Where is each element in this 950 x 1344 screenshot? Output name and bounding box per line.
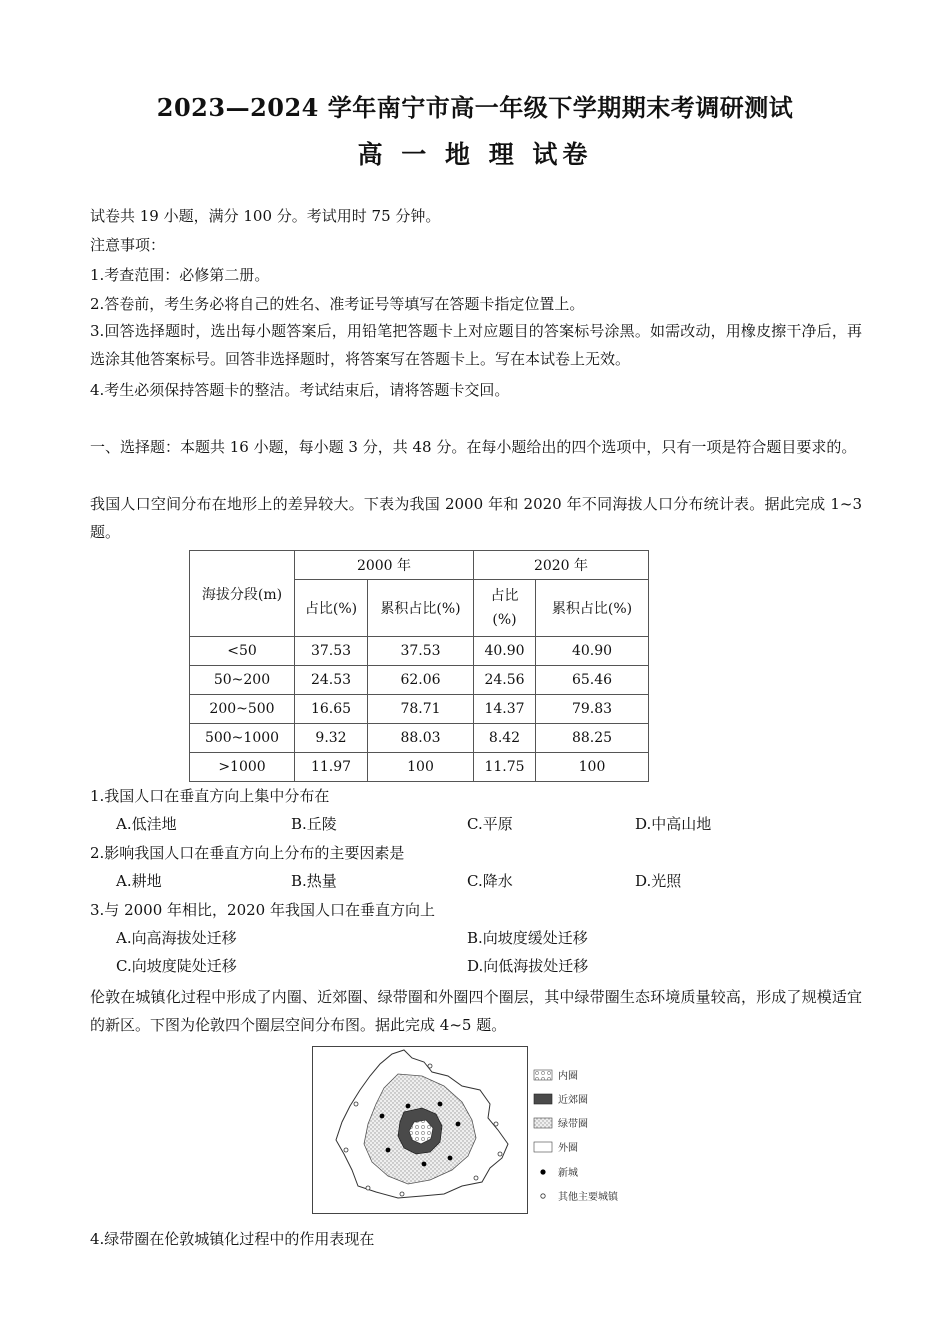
other-town-marker xyxy=(494,1122,498,1126)
legend-suburb-swatch xyxy=(534,1094,552,1104)
table-row xyxy=(190,724,649,753)
notice-item: 2.答卷前，考生务必将自己的姓名、准考证号等填写在答题卡指定位置上。 xyxy=(90,295,585,313)
question-3-option-c: C.向坡度陡处迁移 xyxy=(116,957,237,975)
exam-subtitle: 高 一 地 理 试卷 xyxy=(357,140,593,169)
table-cell: 9.32 xyxy=(295,724,368,753)
question-3-option-b: B.向坡度缓处迁移 xyxy=(467,929,588,947)
passage-population: 我国人口空间分布在地形上的差异较大。下表为我国 2000 年和 2020 年不同海拔人口分布统计表。据此完成 1~3 题。 xyxy=(90,495,862,541)
question-1-stem: 1.我国人口在垂直方向上集中分布在 xyxy=(90,787,330,805)
table-row xyxy=(190,637,649,666)
legend-outer-swatch xyxy=(534,1142,552,1152)
table-cell: 79.83 xyxy=(536,695,649,724)
question-2-option-a: A.耕地 xyxy=(116,872,162,890)
question-2-option-b: B.热量 xyxy=(291,872,337,890)
table-row xyxy=(190,666,649,695)
table-cell: >1000 xyxy=(190,753,295,782)
passage-london: 伦敦在城镇化过程中形成了内圈、近郊圈、绿带圈和外圈四个圈层，其中绿带圈生态环境质量较高，形成了规模适宜的新区。下图为伦敦四个圈层空间分布图。据此完成 4~5 题。 xyxy=(90,988,862,1034)
question-1-option-c: C.平原 xyxy=(467,815,513,833)
other-town-marker xyxy=(498,1152,502,1156)
new-town-marker xyxy=(386,1148,391,1153)
altitude-population-table xyxy=(189,550,649,782)
table-cell: 37.53 xyxy=(295,637,368,666)
notice-heading: 注意事项： xyxy=(90,236,166,254)
new-town-marker xyxy=(422,1162,427,1167)
legend-newtown-label: 新城 xyxy=(558,1168,578,1179)
table-header-share: 占比(%) xyxy=(295,580,368,637)
question-1-option-b: B.丘陵 xyxy=(291,815,337,833)
table-header-cumulative: 累积占比(%) xyxy=(536,580,649,637)
legend-newtown-icon xyxy=(540,1169,545,1174)
other-town-marker xyxy=(354,1102,358,1106)
new-town-marker xyxy=(380,1114,385,1119)
table-row xyxy=(190,753,649,782)
table-cell: <50 xyxy=(190,637,295,666)
table-header-year-2020: 2020 年 xyxy=(474,551,649,580)
new-town-marker xyxy=(456,1122,461,1127)
notice-item: 1.考查范围：必修第二册。 xyxy=(90,266,270,284)
new-town-marker xyxy=(438,1102,443,1107)
table-cell: 24.53 xyxy=(295,666,368,695)
table-cell: 40.90 xyxy=(474,637,536,666)
london-circles-map xyxy=(312,1046,634,1214)
other-town-marker xyxy=(474,1176,478,1180)
question-2-option-c: C.降水 xyxy=(467,872,513,890)
table-cell: 88.03 xyxy=(368,724,474,753)
exam-title: 2023—2024 学年南宁市高一年级下学期期末考调研测试 xyxy=(156,93,794,122)
new-town-marker xyxy=(406,1104,411,1109)
legend-othertown-icon xyxy=(541,1194,545,1198)
table-cell: 24.56 xyxy=(474,666,536,695)
table-cell: 100 xyxy=(368,753,474,782)
table-cell: 100 xyxy=(536,753,649,782)
legend-greenbelt-label: 绿带圈 xyxy=(558,1119,588,1130)
question-2-stem: 2.影响我国人口在垂直方向上分布的主要因素是 xyxy=(90,844,405,862)
legend-inner-swatch xyxy=(534,1070,552,1080)
table-cell: 16.65 xyxy=(295,695,368,724)
legend-inner-label: 内圈 xyxy=(558,1071,578,1082)
table-cell: 88.25 xyxy=(536,724,649,753)
question-2-option-d: D.光照 xyxy=(635,872,682,890)
other-town-marker xyxy=(344,1148,348,1152)
table-cell: 65.46 xyxy=(536,666,649,695)
table-cell: 62.06 xyxy=(368,666,474,695)
legend-greenbelt-swatch xyxy=(534,1118,552,1128)
table-cell: 78.71 xyxy=(368,695,474,724)
table-cell: 8.42 xyxy=(474,724,536,753)
table-header-share: 占比 (%) xyxy=(474,580,536,637)
table-header-cumulative: 累积占比(%) xyxy=(368,580,474,637)
table-cell: 500~1000 xyxy=(190,724,295,753)
question-3-option-a: A.向高海拔处迁移 xyxy=(116,929,237,947)
table-cell: 40.90 xyxy=(536,637,649,666)
new-town-marker xyxy=(448,1156,453,1161)
table-header-altitude: 海拔分段(m) xyxy=(190,551,295,637)
section-heading: 一、选择题：本题共 16 小题，每小题 3 分，共 48 分。在每小题给出的四个选项中，只有一项是符合题目要求的。 xyxy=(90,438,857,456)
table-cell: 14.37 xyxy=(474,695,536,724)
question-3-stem: 3.与 2000 年相比，2020 年我国人口在垂直方向上 xyxy=(90,901,435,919)
table-cell: 50~200 xyxy=(190,666,295,695)
other-town-marker xyxy=(428,1064,432,1068)
notice-item: 4.考生必须保持答题卡的整洁。考试结束后，请将答题卡交回。 xyxy=(90,381,510,399)
exam-summary: 试卷共 19 小题，满分 100 分。考试用时 75 分钟。 xyxy=(90,207,441,225)
question-4-stem: 4.绿带圈在伦敦城镇化过程中的作用表现在 xyxy=(90,1230,375,1248)
table-cell: 200~500 xyxy=(190,695,295,724)
table-cell: 11.75 xyxy=(474,753,536,782)
table-row xyxy=(190,695,649,724)
table-header-year-2000: 2000 年 xyxy=(295,551,474,580)
legend-othertown-label: 其他主要城镇 xyxy=(558,1192,618,1203)
other-town-marker xyxy=(366,1186,370,1190)
question-1-option-a: A.低洼地 xyxy=(116,815,177,833)
other-town-marker xyxy=(400,1192,404,1196)
question-3-option-d: D.向低海拔处迁移 xyxy=(467,957,589,975)
question-1-option-d: D.中高山地 xyxy=(635,815,712,833)
notice-item: 3.回答选择题时，选出每小题答案后，用铅笔把答题卡上对应题目的答案标号涂黑。如需改动，用橡皮擦干净后，再选涂其他答案标号。回答非选择题时，将答案写在答题卡上。写在本试卷上无效。 xyxy=(90,322,862,368)
legend-outer-label: 外圈 xyxy=(558,1143,578,1154)
legend-suburb-label: 近郊圈 xyxy=(558,1095,588,1106)
table-cell: 11.97 xyxy=(295,753,368,782)
table-cell: 37.53 xyxy=(368,637,474,666)
